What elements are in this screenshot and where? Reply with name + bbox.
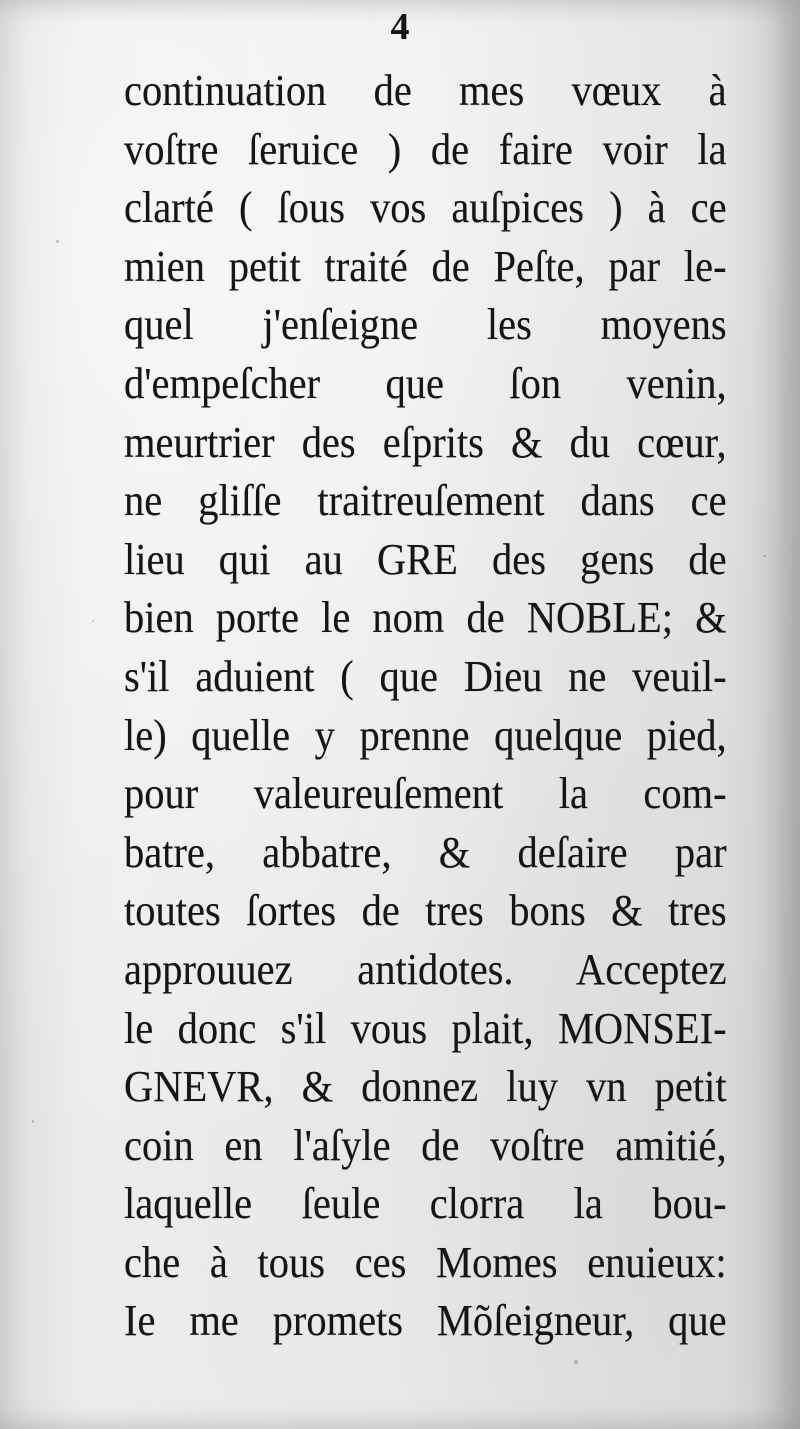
paper-speck (56, 240, 59, 243)
text-line: le) quelle y prenne quelque pied, (124, 710, 727, 760)
text-line: Ie me promets Mõſeigneur, que (124, 1296, 727, 1346)
text-line: approuuez antidotes. Acceptez (124, 944, 727, 994)
text-line: toutes ſortes de tres bons & tres (124, 886, 727, 936)
text-line: ne gliſſe traitreuſement dans ce (124, 476, 727, 526)
text-line: le donc s'il vous plait, MONSEI- (124, 1003, 727, 1053)
text-line: meurtrier des eſprits & du cœur, (124, 417, 727, 467)
text-line: pour valeureuſement la com- (124, 769, 727, 819)
paper-speck (574, 1360, 578, 1364)
text-line: quel j'enſeigne les moyens (124, 300, 727, 350)
text-line: GNEVR, & donnez luy vn petit (124, 1062, 727, 1112)
text-line: mien petit traité de Peſte, par le- (124, 241, 727, 291)
page-number: 4 (390, 6, 410, 48)
text-line: laquelle ſeule clorra la bou- (124, 1179, 727, 1229)
text-line: batre, abbatre, & deſaire par (124, 827, 727, 877)
text-line: coin en l'aſyle de voſtre amitié, (124, 1120, 727, 1170)
paper-speck (32, 1120, 34, 1123)
body-text (124, 62, 727, 1351)
paper-speck (92, 620, 94, 622)
text-line: d'empeſcher que ſon venin, (124, 358, 727, 408)
text-line: lieu qui au GRE des gens de (124, 534, 727, 584)
text-line: bien porte le nom de NOBLE; & (124, 593, 727, 643)
paper-speck (763, 555, 766, 557)
text-line: che à tous ces Momes enuieux: (124, 1237, 727, 1287)
text-line: voſtre ſeruice ) de faire voir la (124, 124, 727, 174)
text-line: clarté ( ſous vos auſpices ) à ce (124, 183, 727, 233)
text-line: continuation de mes vœux à (124, 66, 727, 115)
text-line: s'il aduient ( que Dieu ne veuil- (124, 651, 727, 701)
